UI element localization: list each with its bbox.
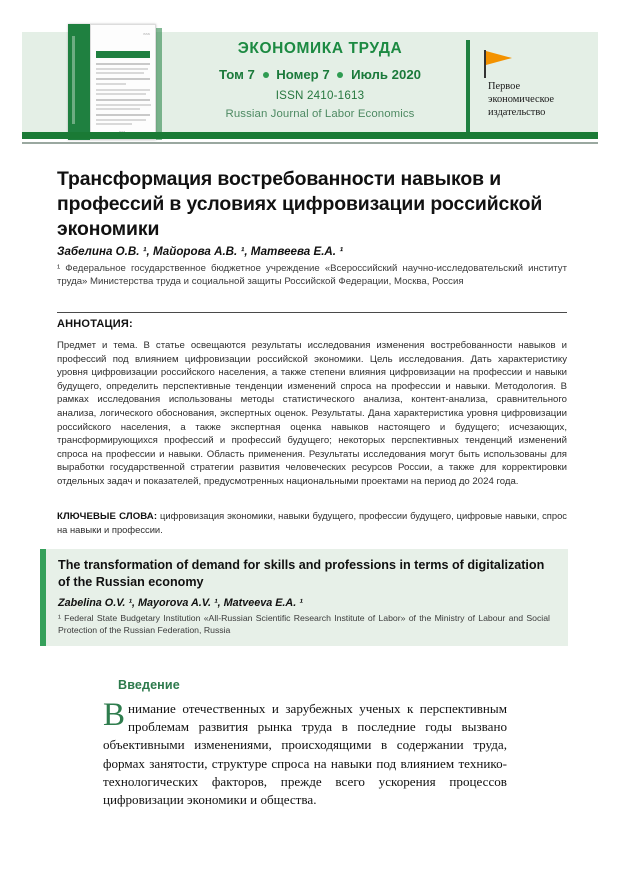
cover-text-block	[96, 104, 151, 106]
bullet-dot-icon	[337, 72, 343, 78]
publisher-line-3: издательство	[488, 107, 546, 118]
month-year-label: Июль 2020	[351, 67, 421, 82]
cover-divider	[96, 63, 150, 65]
publisher-logo	[482, 50, 594, 119]
authors-list: Забелина О.В. ¹, Майорова А.В. ¹, Матвеева Е.А. ¹	[57, 245, 344, 258]
keywords-label: КЛЮЧЕВЫЕ СЛОВА:	[57, 511, 158, 522]
cover-text-block	[96, 72, 144, 74]
cover-divider	[96, 99, 150, 101]
english-box-accent-bar	[40, 549, 46, 646]
header-green-rule	[22, 132, 598, 139]
masthead	[180, 40, 460, 120]
journal-title: ЭКОНОМИКА ТРУДА	[237, 40, 403, 57]
affiliation-text: ¹ Федеральное государственное бюджетное учреждение «Всероссийский научно-исследовательский институт труда» Министерства труда и социальной защиты Российской Федерации, Москва, Россия	[57, 263, 567, 288]
cover-title-band	[96, 51, 150, 58]
cover-spine-highlight	[72, 36, 75, 124]
volume-label: Том 7	[218, 67, 255, 82]
abstract-heading: АННОТАЦИЯ:	[57, 318, 133, 330]
publisher-divider	[466, 40, 470, 136]
publisher-line-2: экономическое	[488, 94, 555, 105]
cover-shadow	[156, 28, 162, 140]
orange-flag-icon	[484, 50, 530, 78]
flag-banner	[486, 51, 512, 65]
bullet-dot-icon	[263, 72, 269, 78]
abstract-body: Предмет и тема. В статье освещаются результаты исследования изменения востребованности навыков и профессий под влиянием цифровизации российской экономики. Цель исследования. Дать характеристику уровня цифровизации российского населения, а также степени влияния цифровизации на профессии и навыки будущего, определить перспективные тенденции изменений спроса на профессии и навыки. Методология. В рамках исследования использованы методы статистического анализа, контент-анализа, сравнительного анализа, логического обоснования, экспертных оценок. Результаты. Дана характеристика уровня цифровизации российского населения, а также экспертная оценка навыков настоящего и будущего; исчезающих, трансформирующихся профессий и профессий будущего; некоторых перспективных тенденций изменений спроса на профессии и навыки. Область применения. Результаты исследования могут быть использованы для выработки государственной стратегии развития человеческих ресурсов России, а также для корректировки отдельных задач и показателей, предусмотренных национальными проектами на период до 2024 года.	[57, 340, 567, 487]
page-title: Трансформация востребованности навыков и профессий в условиях цифровизации российской экономики	[57, 168, 543, 240]
cover-face	[90, 24, 156, 140]
cover-spine	[68, 24, 90, 140]
english-authors: Zabelina O.V. ¹, Mayorova A.V. ¹, Matveeva E.A. ¹	[58, 597, 303, 609]
journal-title-en: Russian Journal of Labor Economics	[225, 108, 415, 120]
introduction-heading: Введение	[118, 678, 180, 692]
publisher-name	[488, 80, 594, 119]
english-title: The transformation of demand for skills and professions in terms of digitalization of the Russian economy	[58, 558, 545, 589]
cover-text-block	[96, 68, 148, 70]
introduction-text: нимание отечественных и зарубежных ученых к перспективным проблемам развития рынка труда в последние годы вызвано объективными изменениями, происходящими в содержании труда, формах занятости, структуре спроса на навыки под влиянием технико-технологических факторов, прежде всего ускорения процессов цифровизации экономики и общества.	[103, 701, 507, 808]
cover-text-block	[96, 119, 146, 121]
keywords-block	[57, 509, 567, 537]
header-thin-rule	[22, 142, 598, 144]
cover-text-block	[96, 108, 140, 110]
english-affiliation: ¹ Federal State Budgetary Institution «All-Russian Scientific Research Institute of Labor» of the Ministry of Labour and Social Protection of the Russian Federation, Russia	[58, 613, 550, 635]
cover-corner-text: ISSN	[143, 33, 150, 36]
cover-text-block	[96, 89, 150, 91]
abstract-divider	[57, 312, 567, 313]
cover-divider	[96, 114, 150, 116]
number-label: Номер 7	[276, 67, 330, 82]
keywords-value: цифровизация экономики, навыки будущего, профессии будущего, цифровые навыки, спрос на навыки и профессии.	[57, 510, 567, 536]
cover-text-block	[96, 83, 126, 85]
publisher-line-1: Первое	[488, 81, 521, 92]
issue-line	[180, 67, 460, 82]
introduction-body	[103, 697, 507, 809]
english-box-content	[58, 557, 558, 636]
journal-cover-thumbnail	[68, 24, 156, 140]
issn-label: ISSN 2410-1613	[275, 89, 365, 102]
cover-text-block	[96, 123, 132, 125]
introduction-dropcap: В	[103, 697, 126, 733]
cover-text-block	[96, 93, 146, 95]
cover-divider	[96, 78, 150, 80]
